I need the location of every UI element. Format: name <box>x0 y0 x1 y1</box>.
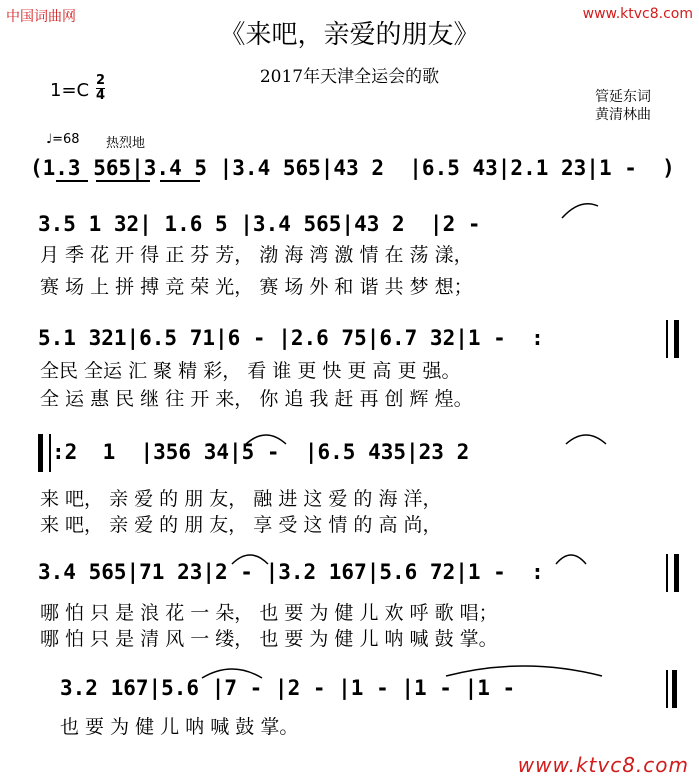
notation-line: :2 1 |356 34|5 - |6.5 435|23 2 <box>52 440 470 464</box>
beam <box>96 180 150 182</box>
lyric-line-4: 全 运 惠 民 继 往 开 来， 你 追 我 赶 再 创 辉 煌。 <box>40 388 473 410</box>
expression-mark: 热烈地 <box>106 136 146 151</box>
notation-line: 3.2 167|5.6 |7 - |2 - |1 - |1 - |1 - <box>60 676 528 700</box>
tie <box>560 196 600 220</box>
score-row-6 <box>60 676 690 716</box>
final-bar <box>666 670 677 708</box>
beam <box>56 180 88 182</box>
repeat-end-bar <box>666 554 679 592</box>
slur <box>244 426 288 446</box>
repeat-end-bar <box>666 320 679 358</box>
site-logo[interactable]: 中国词曲网 <box>6 9 76 25</box>
tempo-mark: ♩=68 <box>46 132 80 147</box>
slur <box>564 426 608 446</box>
lyric-line-8: 哪 怕 只 是 清 风 一 缕， 也 要 为 健 儿 呐 喊 鼓 掌。 <box>40 628 498 650</box>
lyric-line-7: 哪 怕 只 是 浪 花 一 朵， 也 要 为 健 儿 欢 呼 歌 唱； <box>40 602 498 624</box>
time-signature: 2 4 <box>96 73 106 103</box>
site-url-top[interactable]: www.ktvc8.com <box>582 6 693 22</box>
composer-credit: 黄清林曲 <box>595 107 651 123</box>
slur <box>554 546 588 566</box>
lyric-line-9: 也 要 为 健 儿 呐 喊 鼓 掌。 <box>60 716 299 738</box>
song-subtitle: 2017年天津全运会的歌 <box>259 67 440 87</box>
slur <box>230 546 270 566</box>
lyric-line-6: 来 吧， 亲 爱 的 朋 友， 享 受 这 情 的 高 尚， <box>40 514 442 536</box>
key-signature: 1=C <box>50 80 90 101</box>
slur <box>200 660 264 680</box>
beam <box>160 180 200 182</box>
tie <box>444 656 604 678</box>
notation-line: (1.3 565|3.4 5 |3.4 565|43 2 |6.5 43|2.1 23|1 - ) <box>30 156 675 180</box>
notation-line: 3.5 1 32| 1.6 5 |3.4 565|43 2 |2 - <box>38 212 481 236</box>
score-row-5 <box>38 560 668 600</box>
lyric-line-1: 月 季 花 开 得 正 芬 芳， 渤 海 湾 激 情 在 荡 漾， <box>40 244 473 266</box>
lyric-line-3: 全民 全运 汇 聚 精 彩， 看 谁 更 快 更 高 更 强。 <box>40 360 461 382</box>
song-title: 《来吧，亲爱的朋友》 <box>219 20 480 50</box>
lyric-line-5: 来 吧， 亲 爱 的 朋 友， 融 进 这 爱 的 海 洋， <box>40 488 442 510</box>
notation-line: 5.1 321|6.5 71|6 - |2.6 75|6.7 32|1 - : <box>38 326 544 350</box>
site-watermark[interactable]: www.ktvc8.com <box>517 753 689 777</box>
score-row-1 <box>30 156 675 196</box>
lyricist-credit: 管延东词 <box>595 89 651 105</box>
repeat-start-bar <box>38 434 51 472</box>
lyric-line-2: 赛 场 上 拼 搏 竞 荣 光， 赛 场 外 和 谐 共 梦 想； <box>40 276 473 298</box>
score-row-4 <box>52 440 682 480</box>
notation-line: 3.4 565|71 23|2 - |3.2 167|5.6 72|1 - : <box>38 560 544 584</box>
